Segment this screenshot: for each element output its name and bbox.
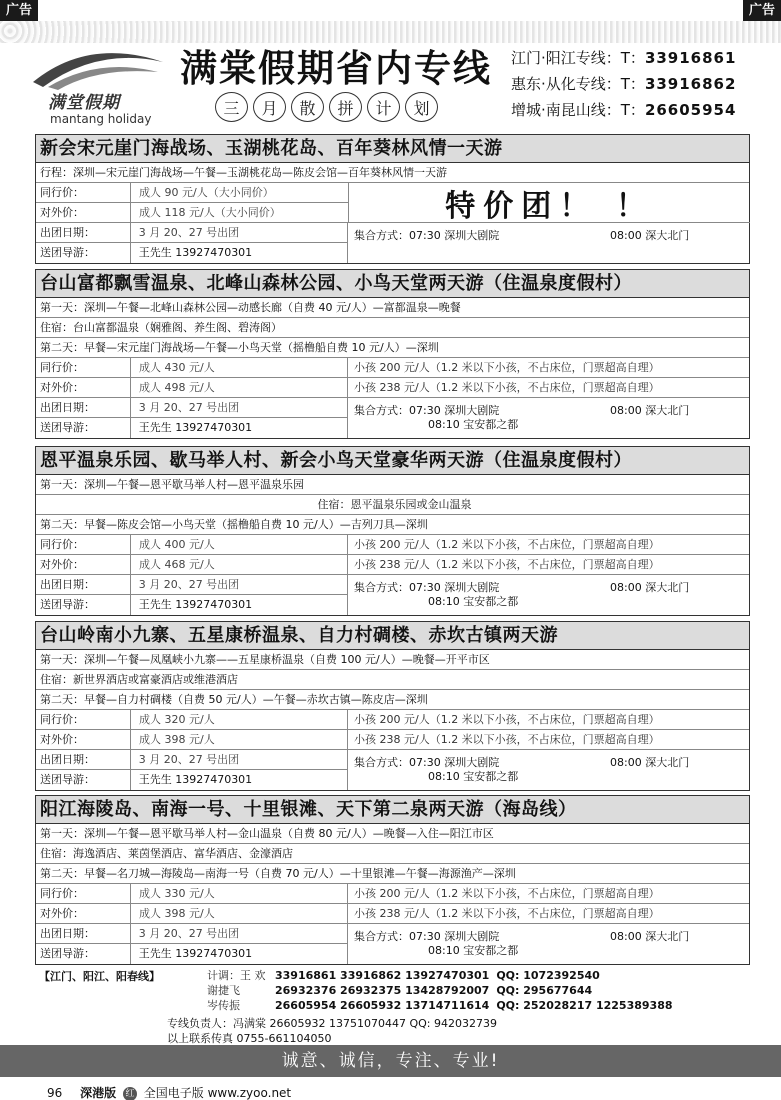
brand-logo (28, 42, 178, 128)
gather-info: 集合方式：07:30 深圳大剧院 08:00 深大北门 08:10 宝安都之都 (354, 756, 690, 783)
day1-row: 第一天：深圳—午餐—恩平歇马举人村—金山温泉（自费 80 元/人）—晚餐—入住—阳江市区 (36, 824, 749, 844)
stay-row: 住宿：恩平温泉乐园或金山温泉 (36, 495, 749, 515)
ad-label-left: 广告 (0, 0, 38, 21)
date-row: 出团日期： 3 月 20、27 号出团 (36, 398, 347, 418)
tour-section (35, 134, 750, 264)
guide-row: 送团导游： 王先生 13927470301 (36, 595, 347, 615)
gather-info: 集合方式：07:30 深圳大剧院 08:00 深大北门 08:10 宝安都之都 (354, 930, 690, 957)
plan-badges (215, 92, 438, 122)
departure-block (36, 398, 749, 438)
stay-row: 住宿：海逸酒店、莱茵堡酒店、富华酒店、金濠酒店 (36, 844, 749, 864)
date-row: 出团日期： 3 月 20、27 号出团 (36, 750, 347, 770)
public-price-row: 对外价： 成人 398 元/人 小孩 238 元/人（1.2 米以下小孩，不占床位，门票超高自理） (36, 904, 749, 924)
contact-list (167, 968, 673, 1046)
tour-section (35, 795, 750, 965)
tour-title: 台山岭南小九寨、五星康桥温泉、自力村碉楼、赤坎古镇两天游 (36, 622, 749, 650)
day2-row: 第二天：早餐—陈皮会馆—小鸟天堂（摇橹船自费 10 元/人）—吉列刀具—深圳 (36, 515, 749, 535)
departure-block (36, 223, 749, 263)
day2-row: 第二天：早餐—宋元崖门海战场—午餐—小鸟天堂（摇橹船自费 10 元/人）—深圳 (36, 338, 749, 358)
edition-label: 深港版 (80, 1086, 117, 1100)
contact-region: 【江门、阳江、阳春线】 (39, 970, 160, 983)
page-title: 满棠假期省内专线 (180, 46, 492, 90)
day2-row: 第二天：早餐—自力村碉楼（自费 50 元/人）—午餐—赤坎古镇—陈皮店—深圳 (36, 690, 749, 710)
guide-row: 送团导游： 王先生 13927470301 (36, 243, 347, 263)
plan-char: 拼 (329, 92, 362, 122)
tour-section (35, 269, 750, 439)
peer-price-row: 同行价： 成人 320 元/人 小孩 200 元/人（1.2 米以下小孩，不占床位，门票超高自理） (36, 710, 749, 730)
plan-char: 三 (215, 92, 248, 122)
departure-block (36, 750, 749, 790)
guide-row: 送团导游： 王先生 13927470301 (36, 944, 347, 964)
page-footer (47, 1084, 291, 1100)
day1-row: 第一天：深圳—午餐—恩平歇马举人村—恩平温泉乐园 (36, 475, 749, 495)
departure-block (36, 575, 749, 615)
peer-price-row: 同行价： 成人 400 元/人 小孩 200 元/人（1.2 米以下小孩，不占床位，门票超高自理） (36, 535, 749, 555)
tour-title: 阳江海陵岛、南海一号、十里银滩、天下第二泉两天游（海岛线） (36, 796, 749, 824)
site-link[interactable]: 全国电子版 www.zyoo.net (143, 1086, 292, 1100)
day2-row: 第二天：早餐—名刀城—海陵岛—南海一号（自费 70 元/人）—十里银滩—午餐—海源渔产—深圳 (36, 864, 749, 884)
date-row: 出团日期： 3 月 20、27 号出团 (36, 223, 347, 243)
logo-cn-text: 满堂假期 (48, 93, 120, 113)
public-price-row: 对外价： 成人 468 元/人 小孩 238 元/人（1.2 米以下小孩，不占床位，门票超高自理） (36, 555, 749, 575)
peer-price-row: 同行价： 成人 90 元/人（大小同价） (36, 183, 348, 203)
peer-price-row: 同行价： 成人 430 元/人 小孩 200 元/人（1.2 米以下小孩，不占床位，门票超高自理） (36, 358, 749, 378)
plan-char: 月 (253, 92, 286, 122)
plan-char: 计 (367, 92, 400, 122)
contact-row: 计调：王 欢 33916861 33916862 13927470301 QQ: 1072392540 (207, 969, 600, 982)
hotline-row: 惠东·从化专线：T：33916862 (511, 75, 737, 93)
stay-row: 住宿：新世界酒店或富豪酒店或维港酒店 (36, 670, 749, 690)
gather-info: 集合方式：07:30 深圳大剧院 08:00 深大北门 (354, 229, 690, 242)
guide-row: 送团导游： 王先生 13927470301 (36, 418, 347, 438)
hotline-row: 江门·阳江专线：T：33916861 (511, 49, 737, 67)
manager-row: 专线负责人：冯满棠 26605932 13751070447 QQ: 942032739 (167, 1017, 497, 1030)
hotline-list (511, 45, 736, 123)
stay-row: 住宿：台山富都温泉（娴雅阁、养生阁、碧涛阁） (36, 318, 749, 338)
fax-row: 以上联系传真 0755-661104050 (167, 1032, 332, 1045)
date-row: 出团日期： 3 月 20、27 号出团 (36, 924, 347, 944)
hotline-row: 增城·南昆山线：T：26605954 (511, 101, 737, 119)
departure-block (36, 924, 749, 964)
public-price-row: 对外价： 成人 398 元/人 小孩 238 元/人（1.2 米以下小孩，不占床位，门票超高自理） (36, 730, 749, 750)
contact-row: 谢捷飞 26932376 26932375 13428792007 QQ: 295677644 (207, 984, 593, 997)
day1-row: 第一天：深圳—午餐—北峰山森林公园—动感长廊（自费 40 元/人）—富都温泉—晚餐 (36, 298, 749, 318)
edition-badge-icon: 红 (123, 1087, 137, 1100)
page-header (0, 0, 781, 132)
contact-row: 岑传振 26605954 26605932 13714711614 QQ: 252028217 1225389388 (207, 999, 673, 1012)
tour-title: 恩平温泉乐园、歇马举人村、新会小鸟天堂豪华两天游（住温泉度假村） (36, 447, 749, 475)
page-number: 96 (47, 1086, 63, 1100)
public-price-row: 对外价： 成人 498 元/人 小孩 238 元/人（1.2 米以下小孩，不占床位，门票超高自理） (36, 378, 749, 398)
gather-info: 集合方式：07:30 深圳大剧院 08:00 深大北门 08:10 宝安都之都 (354, 581, 690, 608)
slogan-bar: 诚意、诚信，专注、专业! (0, 1045, 781, 1077)
logo-swoosh-icon (28, 42, 168, 92)
tour-section (35, 621, 750, 791)
plan-char: 散 (291, 92, 324, 122)
plan-char: 划 (405, 92, 438, 122)
gather-info: 集合方式：07:30 深圳大剧院 08:00 深大北门 08:10 宝安都之都 (354, 404, 690, 431)
ad-label-right: 广告 (743, 0, 781, 21)
public-price-row: 对外价： 成人 118 元/人（大小同价） (36, 203, 348, 223)
tour-title: 新会宋元崖门海战场、玉湖桃花岛、百年葵林风情一天游 (36, 135, 749, 163)
tour-itinerary: 行程：深圳—宋元崖门海战场—午餐—玉湖桃花岛—陈皮会馆—百年葵林风情一天游 (36, 163, 749, 183)
day1-row: 第一天：深圳—午餐—凤凰峡小九寨——五星康桥温泉（自费 100 元/人）—晚餐—开平市区 (36, 650, 749, 670)
tour-title: 台山富都飘雪温泉、北峰山森林公园、小鸟天堂两天游（住温泉度假村） (36, 270, 749, 298)
peer-price-row: 同行价： 成人 330 元/人 小孩 200 元/人（1.2 米以下小孩，不占床位，门票超高自理） (36, 884, 749, 904)
tour-section (35, 446, 750, 616)
special-offer-text: 特价团！ ！ (348, 183, 750, 223)
date-row: 出团日期： 3 月 20、27 号出团 (36, 575, 347, 595)
logo-en-text: mantang holiday (50, 112, 152, 126)
guide-row: 送团导游： 王先生 13927470301 (36, 770, 347, 790)
